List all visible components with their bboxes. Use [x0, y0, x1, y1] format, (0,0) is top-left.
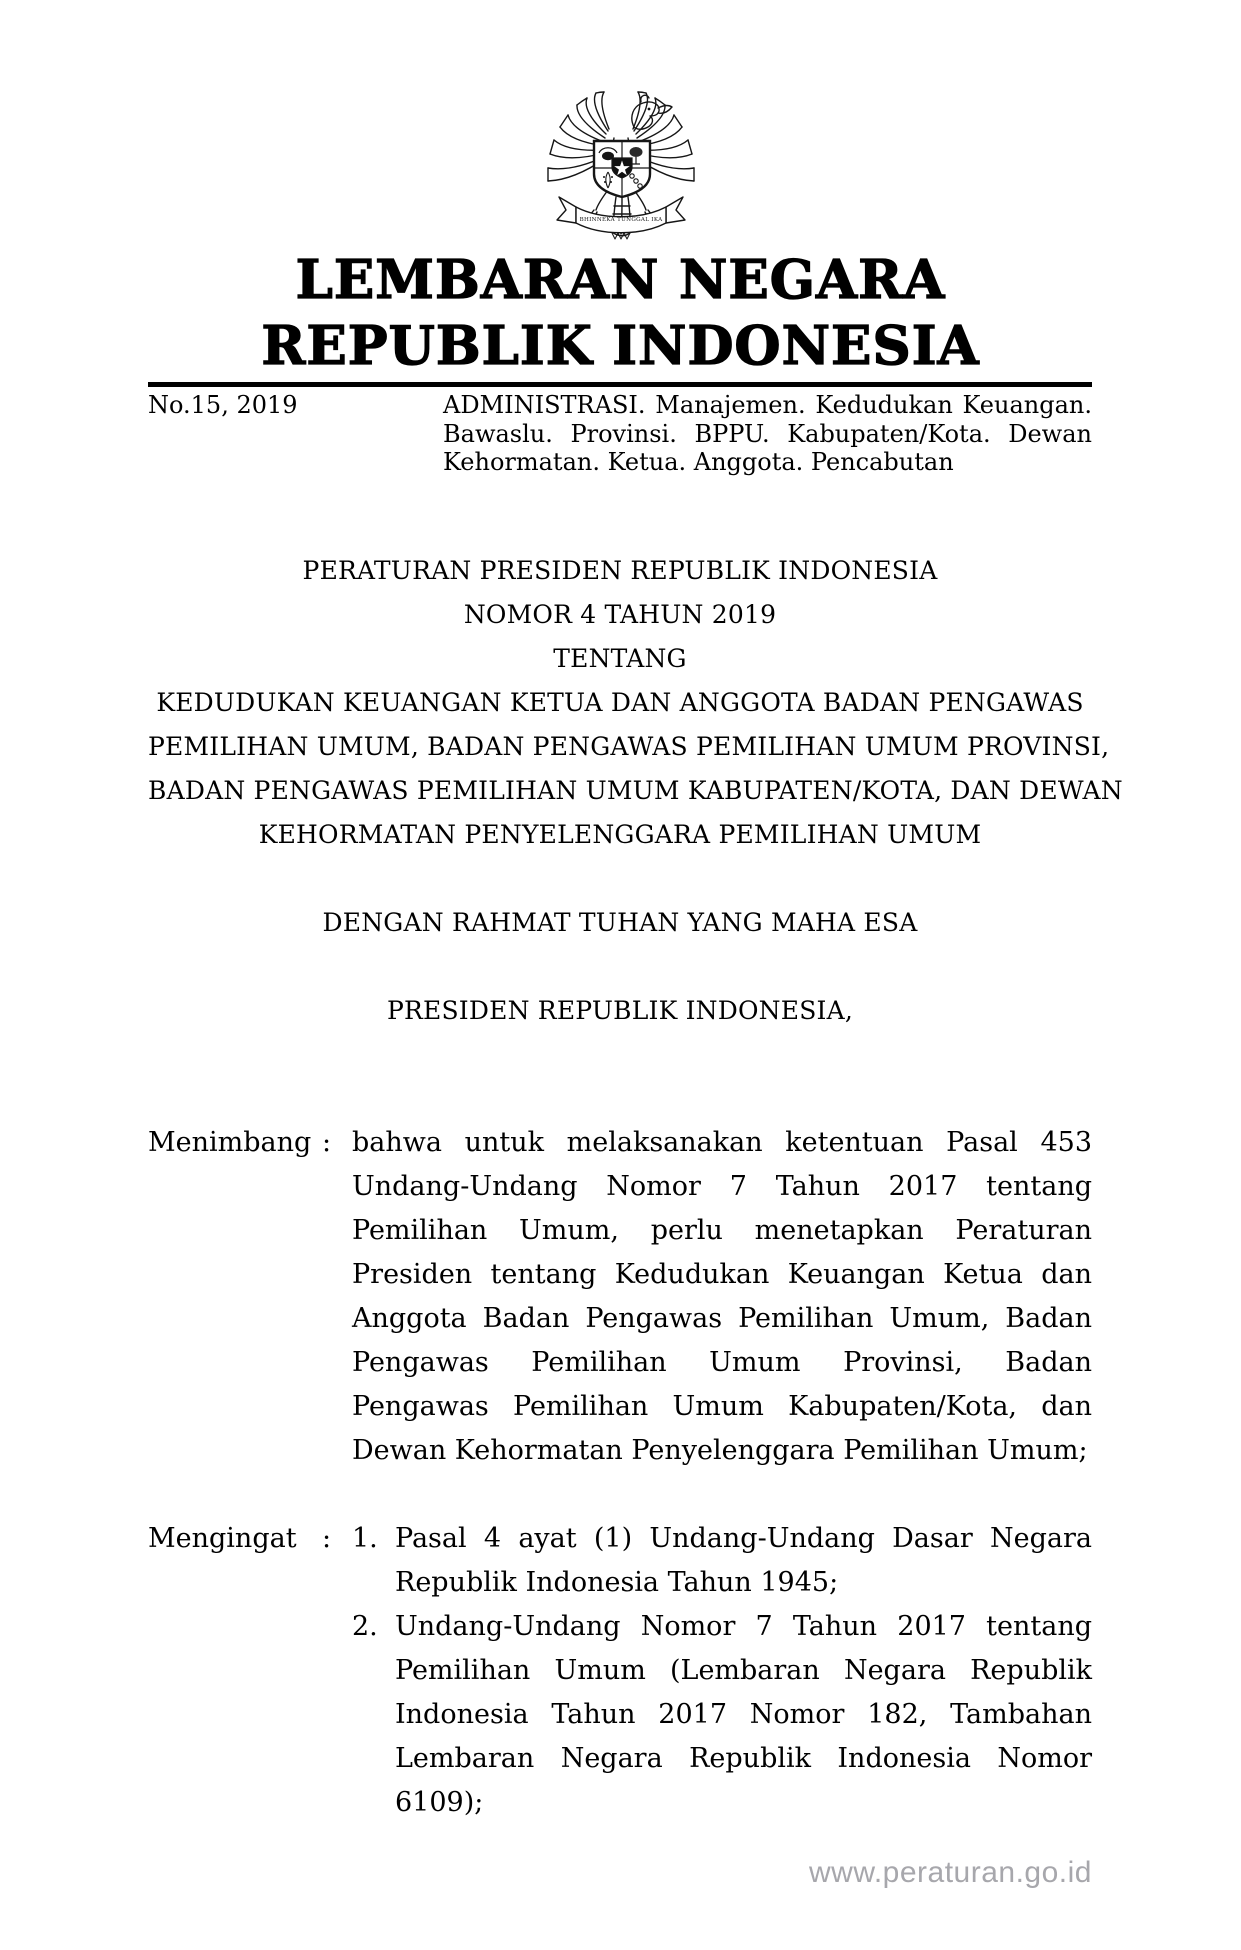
regulation-number-line: NOMOR 4 TAHUN 2019	[463, 600, 777, 629]
menimbang-text: bahwa untuk melaksanakan ketentuan Pasal 453 Undang-Undang Nomor 7 Tahun 2017 tentang Pemilihan Umum, perlu menetapkan Peraturan Presiden tentang Kedudukan Keuangan Ketua dan Anggota Badan Pengawas Pemilihan Umum, Badan Pengawas Pemilihan Umum Provinsi, Badan Pengawas Pemilihan Umum Kabupaten/Kota, dan Dewan Kehormatan Penyelenggara Pemilihan Umum;	[352, 1127, 1092, 1466]
menimbang-label: Menimbang	[148, 1127, 312, 1158]
tentang-line: TENTANG	[553, 644, 687, 673]
authority-line: PRESIDEN REPUBLIK INDONESIA,	[386, 996, 854, 1025]
mengingat-colon: :	[322, 1523, 332, 1554]
subject-keywords: ADMINISTRASI. Manajemen. Kedudukan Keuangan. Bawaslu. Provinsi. BPPU. Kabupaten/Kota. Dewan Kehormatan. Ketua. Anggota. Pencabutan	[443, 391, 1092, 476]
subject-title-line-2: PEMILIHAN UMUM, BADAN PENGAWAS PEMILIHAN UMUM PROVINSI,	[148, 732, 1110, 761]
header-row	[148, 391, 1092, 477]
masthead-title-line1: LEMBARAN NEGARA	[295, 249, 946, 311]
regulation-title-line-1: PERATURAN PRESIDEN REPUBLIK INDONESIA	[302, 556, 938, 585]
garuda-pancasila-icon	[546, 86, 696, 242]
invocation-line: DENGAN RAHMAT TUHAN YANG MAHA ESA	[322, 908, 918, 937]
mengingat-item-1-text: Pasal 4 ayat (1) Undang-Undang Dasar Negara Republik Indonesia Tahun 1945;	[395, 1523, 1092, 1598]
mengingat-label: Mengingat	[148, 1523, 297, 1554]
document-body	[148, 549, 1123, 1825]
mengingat-list	[352, 1517, 1092, 1825]
considerations-clause	[148, 1121, 1092, 1473]
masthead-title-line2: REPUBLIK INDONESIA	[261, 315, 980, 377]
subject-title-line-4: KEHORMATAN PENYELENGGARA PEMILIHAN UMUM	[258, 820, 982, 849]
mengingat-item-1-number: 1.	[352, 1523, 378, 1554]
mengingat-item-2	[352, 1605, 1092, 1825]
legal-basis-clause	[148, 1517, 1092, 1825]
garuda-pancasila-emblem	[546, 86, 696, 244]
mengingat-item-2-number: 2.	[352, 1611, 378, 1642]
mengingat-item-2-text: Undang-Undang Nomor 7 Tahun 2017 tentang Pemilihan Umum (Lembaran Negara Republik Indonesia Tahun 2017 Nomor 182, Tambahan Lembaran Negara Republik Indonesia Nomor 6109);	[395, 1611, 1092, 1818]
menimbang-colon: :	[322, 1127, 332, 1158]
mengingat-item-1	[352, 1517, 1092, 1605]
subject-title-line-1: KEDUDUKAN KEUANGAN KETUA DAN ANGGOTA BADAN PENGAWAS	[156, 688, 1084, 717]
emblem-motto: BHINNEKA TUNGGAL IKA	[579, 217, 662, 223]
header-divider-rule	[148, 382, 1092, 387]
regulation-title-block	[148, 549, 1123, 857]
gazette-number: No.15, 2019	[148, 391, 298, 419]
watermark-url: www.peraturan.go.id	[809, 1856, 1092, 1889]
subject-title-line-3: BADAN PENGAWAS PEMILIHAN UMUM KABUPATEN/KOTA, DAN DEWAN	[148, 776, 1123, 805]
